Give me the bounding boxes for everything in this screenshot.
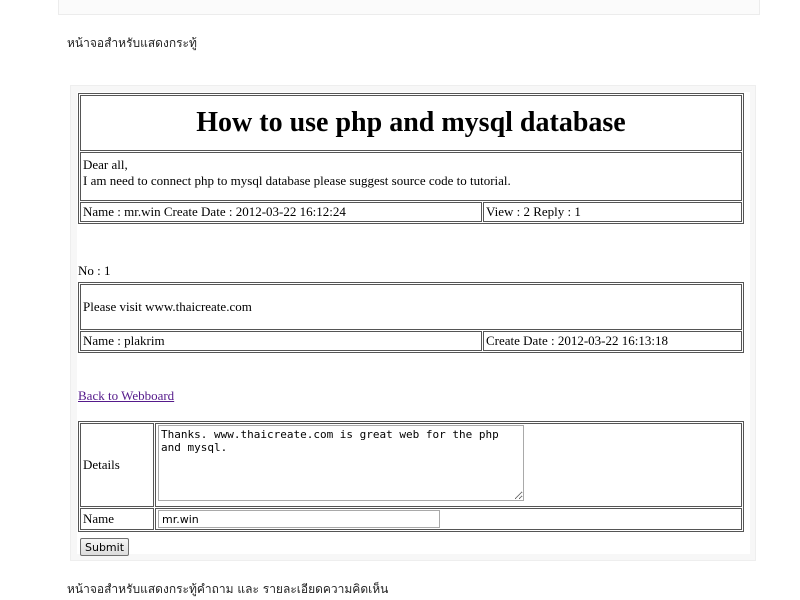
question-title: How to use php and mysql database bbox=[80, 95, 742, 151]
back-to-webboard-link[interactable]: Back to Webboard bbox=[78, 388, 175, 403]
caption-bottom: หน้าจอสำหรับแสดงกระทู้คำถาม และ รายละเอียดความคิดเห็น bbox=[67, 582, 389, 596]
reply-number: No : 1 bbox=[78, 263, 111, 278]
details-cell bbox=[155, 423, 742, 507]
question-detail-line2: I am need to connect php to mysql database please suggest source code to tutorial. bbox=[83, 173, 511, 188]
details-label: Details bbox=[80, 423, 154, 507]
reply-author: Name : plakrim bbox=[80, 331, 482, 351]
reply-date: Create Date : 2012-03-22 16:13:18 bbox=[483, 331, 742, 351]
reply-table bbox=[78, 282, 744, 353]
question-detail-line1: Dear all, bbox=[83, 157, 128, 172]
webboard-page bbox=[77, 92, 750, 554]
previous-screenshot-frame bbox=[58, 0, 760, 15]
question-meta-stats: View : 2 Reply : 1 bbox=[483, 202, 742, 222]
screenshot-panel bbox=[70, 85, 756, 561]
submit-button[interactable]: Submit bbox=[80, 538, 129, 556]
caption-top: หน้าจอสำหรับแสดงกระทู้ bbox=[67, 36, 197, 50]
question-detail bbox=[80, 152, 742, 201]
question-table bbox=[78, 93, 744, 224]
question-meta-author: Name : mr.win Create Date : 2012-03-22 16:12:24 bbox=[80, 202, 482, 222]
reply-form-table bbox=[78, 421, 744, 532]
name-input[interactable] bbox=[158, 510, 440, 528]
reply-detail: Please visit www.thaicreate.com bbox=[80, 284, 742, 330]
name-cell bbox=[155, 508, 742, 530]
details-textarea[interactable] bbox=[158, 425, 524, 501]
name-label: Name bbox=[80, 508, 154, 530]
